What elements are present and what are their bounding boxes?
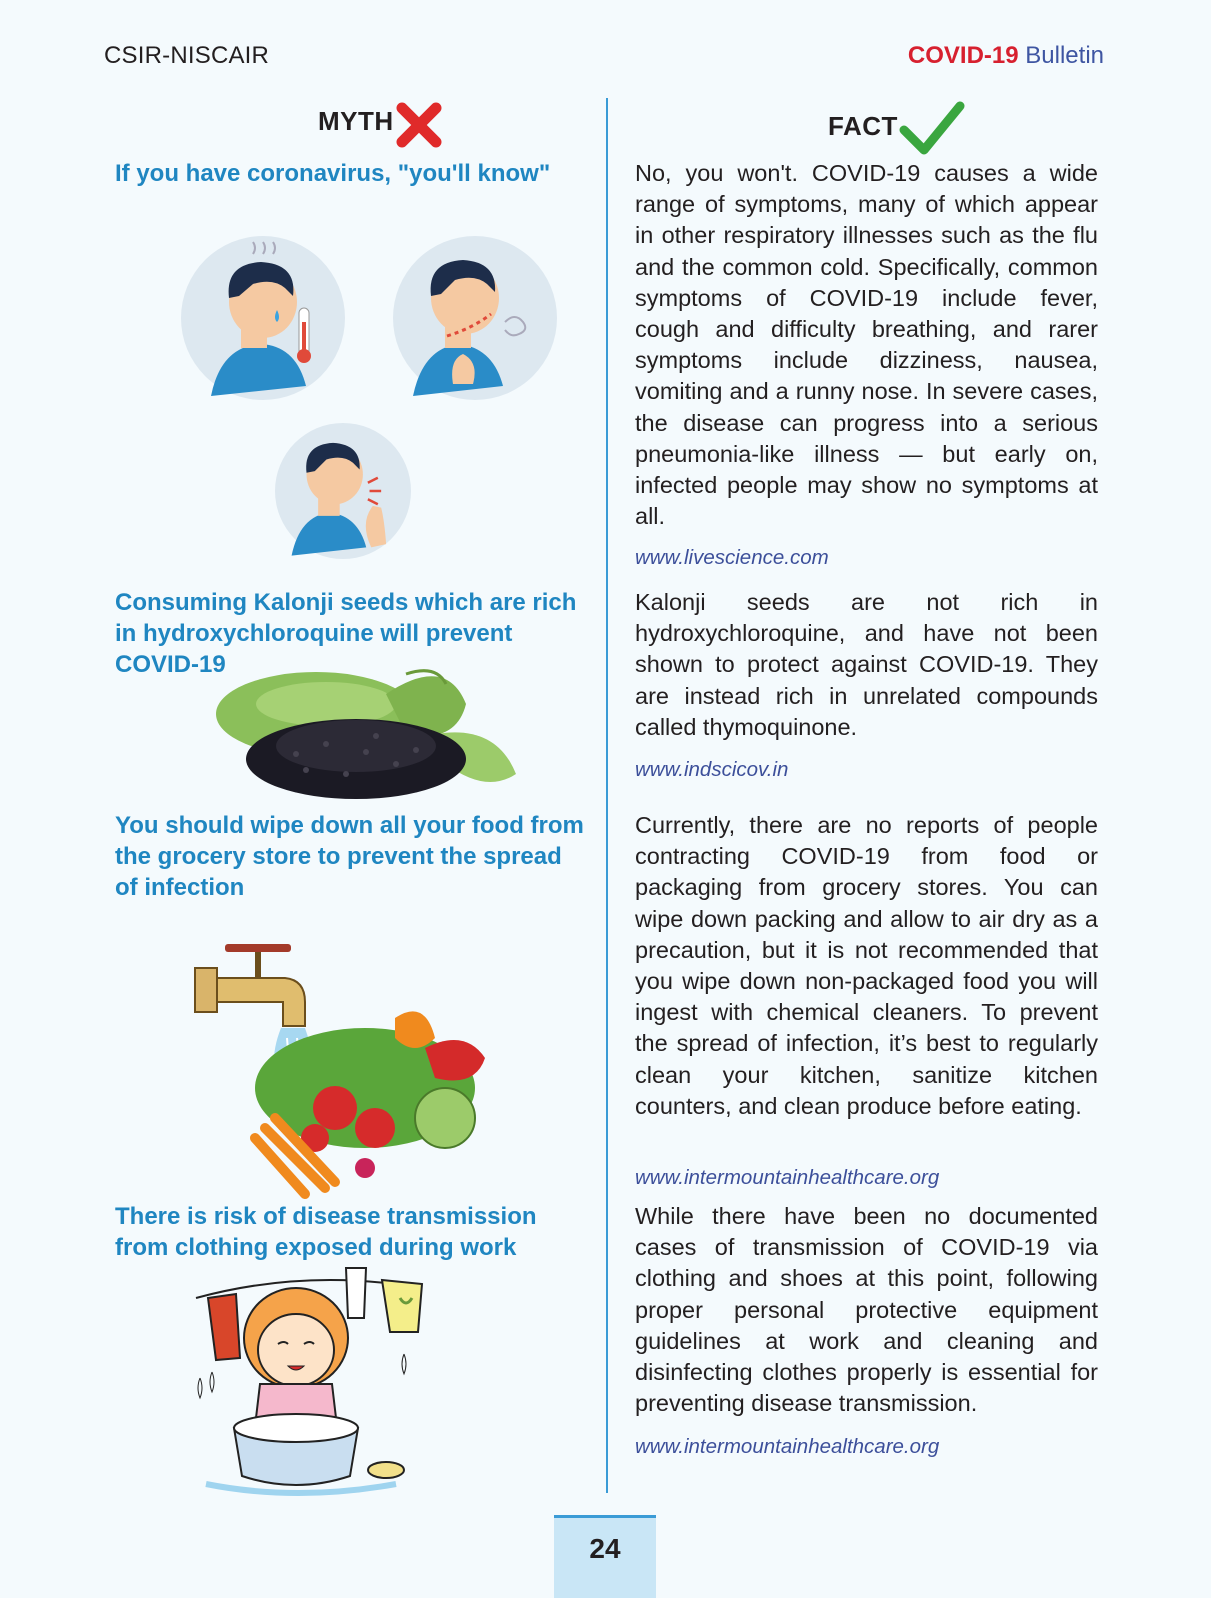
cross-icon [396,102,442,148]
myth-statement-3: You should wipe down all your food from the grocery store to prevent the spread of infection [115,812,584,901]
myth-heading [318,98,442,144]
fact-text-4: While there have been no documented cases of transmission of COVID-19 via clothing and shoes at this point, following proper personal protective equipment guidelines at work and cleaning and disinfecting clothes properly is essential for preventing disease transmission. [635,1203,1098,1417]
bulletin-title [908,42,1104,70]
page-number: 24 [554,1515,656,1598]
kalonji-seeds-illustration [206,664,526,814]
publisher-name: CSIR-NISCAIR [104,42,270,69]
source-link-1[interactable]: www.livescience.com [635,546,829,569]
check-icon [900,100,964,156]
column-divider [606,98,608,1493]
fever-illustration [181,236,345,400]
source-link-4[interactable]: www.intermountainhealthcare.org [635,1435,940,1458]
myth-statement-2: Consuming Kalonji seeds which are rich in hydroxychloroquine will prevent COVID-19 [115,589,577,678]
myth-label: MYTH [318,105,394,136]
source-link-2[interactable]: www.indscicov.in [635,758,789,781]
cough-illustration [393,236,557,400]
bulletin-label: Bulletin [1025,42,1104,69]
bulletin-highlight: COVID-19 [907,42,1019,69]
fact-text-3: Currently, there are no reports of people contracting COVID-19 from food or packaging from grocery stores. You can wipe down packing and allow to air dry as a precaution, but it is not recommended that you wipe down non-packaged food you will ingest with chemical cleaners. To prevent the spread of infection, it’s best to regularly clean your kitchen, sanitize kitchen counters, and clean produce before eating. [635,812,1098,1119]
sneeze-illustration [275,423,411,559]
tap-vegetables-illustration [195,938,505,1200]
source-link-3[interactable]: www.intermountainhealthcare.org [635,1166,940,1189]
fact-text-2: Kalonji seeds are not rich in hydroxychloroquine, and have not been shown to protect against COVID-19. They are instead rich in unrelated compounds called thymoquinone. [635,589,1098,740]
laundry-illustration [186,1258,426,1498]
myth-statement-1: If you have coronavirus, "you'll know" [115,160,551,187]
fact-heading [828,98,964,154]
myth-statement-4: There is risk of disease transmission from clothing exposed during work [115,1203,537,1261]
fact-label: FACT [828,110,898,141]
fact-text-1: No, you won't. COVID-19 causes a wide range of symptoms, many of which appear in other respiratory illnesses such as the flu and the common cold. Specifically, common symptoms of COVID-19 include fever, cough and difficulty breathing, and rarer symptoms include dizziness, nausea, vomiting and a runny nose. In severe cases, the disease can progress into a serious pneumonia-like illness — but early on, infected people may show no symptoms at all. [635,160,1098,530]
